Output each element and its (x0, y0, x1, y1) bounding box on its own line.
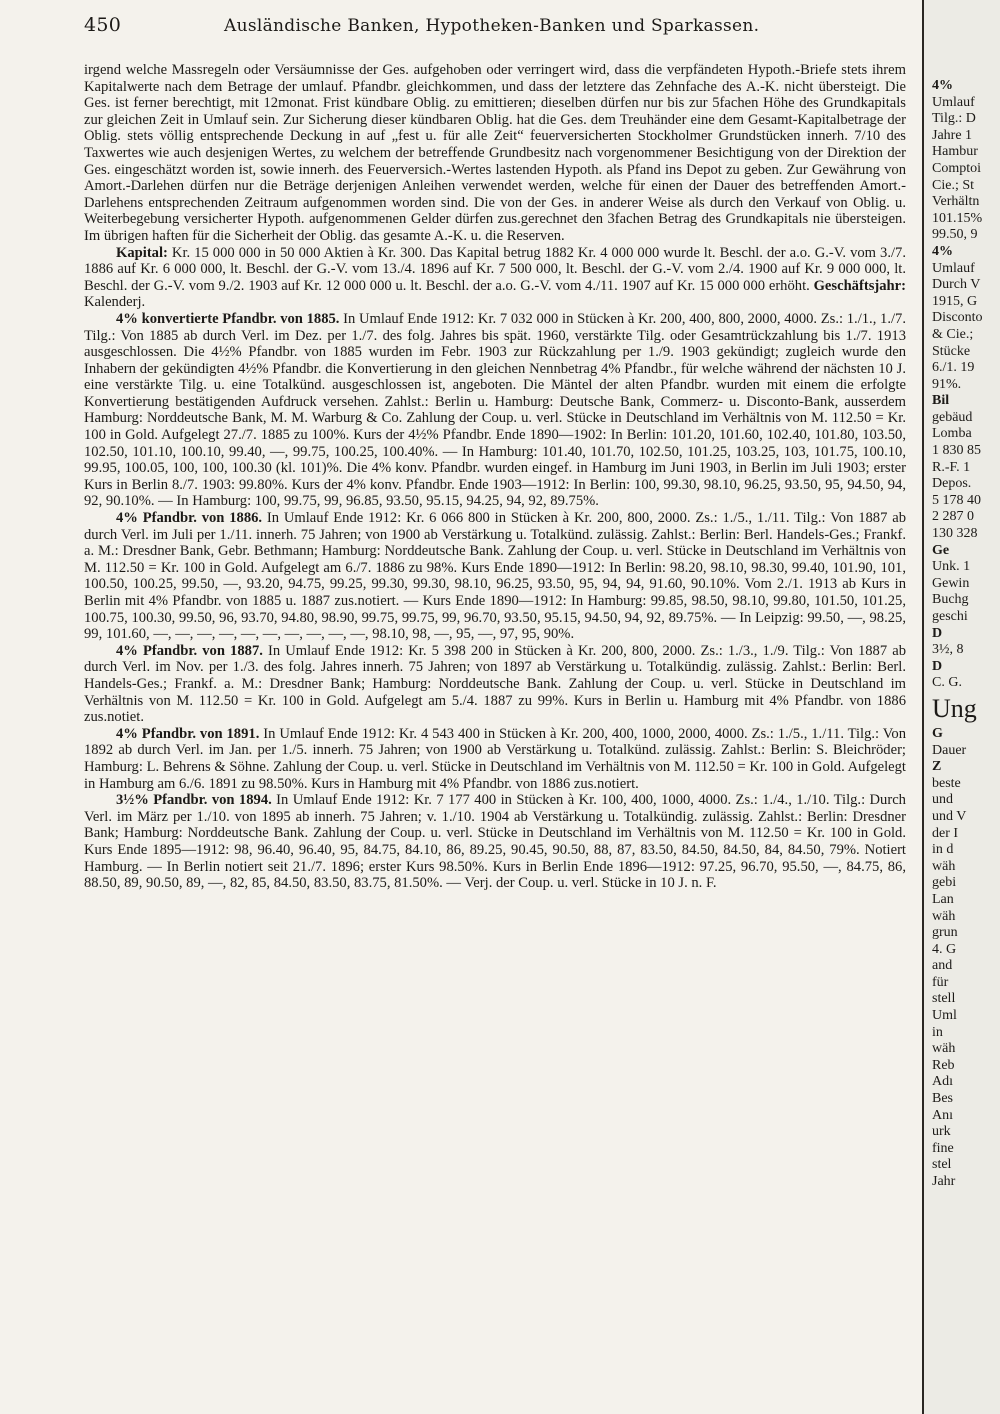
bold-heading: Geschäftsjahr: (813, 277, 906, 294)
fragment-line: gebi (932, 875, 957, 891)
fragment-line: and (932, 958, 953, 974)
fragment-line: Bil (932, 393, 950, 409)
fragment-line: 101.15% (932, 210, 983, 226)
paragraph-text: In Umlauf Ende 1912: Kr. 6 066 800 in Stücken à Kr. 200, 800, 2000. Zs.: 1./5., 1./11. Tilg.: Von 1887 ab durch Verl. im Juli per 1./11. innerh. 75 Jahren; von 1900 ab Verstärkung u. Totalkünd. zulässig. Zahlst.: Berlin: Berl. Handels-Ges.; Frankf. a. M.: Dresdner Bank, Gebr. Bethmann; Hamburg: Norddeutsche Bank. Zahlung der Coup. u. verl. Stücke in Deutschland im Verhältnis von M. 112.50 = Kr. 100 in Gold. Aufgelegt am 6./7. 1886 zu 98%. Kurs Ende 1890—1912: In Berlin: 98.20, 98.10, 98.30, 99.40, 101.90, 101, 100.50, 100.25, 99.50, —, 93.20, 94.75, 99.25, 99.30, 99.30, 98.10, 96.25, 93.50, 95, 94, 94, 91.60, 90.10%. Vom 2./1. 1913 ab Kurs in Berlin mit 4% Pfandbr. von 1885 u. 1887 zus.notiert. — Kurs Ende 1890—1912: In Hamburg: 99.85, 98.50, 98.10, 99.80, 101.50, 101.25, 100.75, 100.30, 99.50, 96, 93.70, 94.80, 98.90, 99.75, 99.75, 99, 96.70, 93.50, 95.15, 94.50, 94, 92, 89.75%. — In Leipzig: 99.50, —, 98.25, 99, 101.60, —, —, —, —, —, —, —, —, —, —, 98.10, 98, —, 95, —, 97, 95, 90%. (84, 510, 906, 643)
adjacent-page-column (922, 0, 1000, 1414)
running-title: Ausländische Banken, Hypotheken-Banken und Sparkassen. (224, 16, 760, 36)
fragment-line: grun (932, 925, 958, 941)
fragment-line: stell (932, 991, 956, 1007)
fragment-line: Umlauf (932, 260, 975, 276)
fragment-line: wäh (932, 1041, 956, 1057)
paragraph-text: In Umlauf Ende 1912: Kr. 4 543 400 in Stücken à Kr. 200, 400, 1000, 2000, 4000. Zs.: 1./5., 1./11. Tilg.: Von 1892 ab durch Verl. im Jan. per 1./5. innerh. 75 Jahren; von 1900 ab Verstärkung u. Totalkünd. zulässig. Zahlst.: Berlin: S. Bleichröder; Hamburg: L. Behrens & Söhne. Zahlung der Coup. u. verl. Stücke in Deutschland im Verhältnis von M. 112.50 = Kr. 100 in Gold. Aufgelegt in Hamburg am 6./6. 1891 zu 98.50%. Kurs in Hamburg mit 4% Pfandbr. von 1886 zus.notiert. (84, 725, 907, 792)
fragment-line: Disconto (932, 310, 983, 326)
fragment-line: Durch V (932, 277, 981, 293)
bold-heading: 4% Pfandbr. von 1887. (116, 642, 263, 659)
page-number: 450 (84, 14, 122, 36)
fragment-line: 2 287 0 (932, 509, 974, 525)
fragment-line: 1 830 85 (932, 443, 981, 459)
fragment-line: wäh (932, 858, 956, 874)
paragraph-text: Kalenderj. (84, 294, 146, 311)
fragment-line: Dauer (932, 742, 967, 758)
adjacent-page-text (932, 78, 1000, 1191)
paragraph-text: Kr. 15 000 000 in 50 000 Aktien à Kr. 300. Das Kapital betrug 1882 Kr. 4 000 000 wurde lt. Beschl. der a.o. G.-V. vom 3./7. 1886 auf Kr. 6 000 000, lt. Beschl. der G.-V. vom 13./4. 1896 auf Kr. 7 500 000, lt. Beschl. der G.-V. vom 2./4. 1900 auf Kr. 9 000 000, lt. Beschl. der G.-V. vom 9./2. 1903 auf Kr. 12 000 000 u. lt. Beschl. der a.o. G.-V. vom 4./11. 1907 auf Kr. 15 000 000 erhöht. (84, 244, 906, 294)
bold-heading: 4% konvertierte Pfandbr. von 1885. (116, 310, 340, 327)
fragment-line: beste (932, 775, 961, 791)
fragment-line: Adı (932, 1074, 953, 1090)
fragment-line: Umlauf (932, 94, 975, 110)
paragraph-text: In Umlauf Ende 1912: Kr. 7 032 000 in Stücken à Kr. 200, 400, 800, 2000, 4000. Zs.: 1./1., 1./7. Tilg.: Von 1885 ab durch Verl. im Dez. per 1./7. des folg. Jahres bis spät. 1960, verstärkte Tilg. oder Gesamtrückzahlung bis 1./7. 1913 ausgeschlossen. Die 4½% Pfandbr. von 1885 wurden im Febr. 1903 zur Rückzahlung per 1./9. 1903 gekündigt; zugleich wurde den Inhabern der gekündigten 4½% Pfandbr. die Konvertierung in den gleichen Nennbetrag 4% Pfandbr., für welche während der nächsten 10 J. eine verstärkte Tilg. u. eine Totalkünd. ausgeschlossen ist, angeboten. Die Mäntel der alten Pfandbr. wurden mit einem die erfolgte Konvertierung bestätigenden Aufdruck versehen. Zahlst.: Berlin u. Hamburg: Deutsche Bank, Commerz- u. Disconto-Bank, ausserdem Hamburg: Norddeutsche Bank, M. M. Warburg & Co. Zahlung der Coup. u. verl. Stücke in Deutschland im Verhältnis von M. 112.50 = Kr. 100 in Gold. Aufgelegt 27./7. 1885 zu 100%. Kurs der 4½% Pfandbr. Ende 1890—1902: In Berlin: 101.20, 101.60, 102.40, 101.80, 103.50, 102.50, 101.10, 100.10, 99.40, —, 99.75, 100.25, 100.40%. — In Hamburg: 101.40, 101.70, 102.50, 101.25, 103.25, 103, 101.75, 100.10, 99.95, 100.05, 100, 100, 100.30 (kl. 101)%. Die 4% konv. Pfandbr. wurden eingef. in Hamburg im Juni 1903, in Berlin im Juli 1903; erster Kurs in Berlin 8./7. 1903: 99.80%. Kurs der 4% konv. Pfandbr. Ende 1903—1912: In Berlin: 100, 99.30, 98.10, 96.25, 93.50, 95, 94.50, 94, 92, 90.10%. — In Hamburg: 100, 99.75, 99, 96.85, 93.50, 95.15, 94.25, 94, 92, 89.75%. (84, 310, 906, 510)
paragraph (84, 311, 906, 510)
bold-heading: 4% Pfandbr. von 1886. (116, 510, 263, 527)
fragment-line: G (932, 725, 943, 741)
fragment-line: Lomba (932, 426, 972, 442)
fragment-line: Comptoi (932, 160, 982, 176)
fragment-line: 130 328 (932, 526, 978, 542)
paragraph (84, 245, 906, 311)
fragment-line: wäh (932, 908, 956, 924)
fragment-line: Lan (932, 891, 954, 907)
fragment-line: 1915, G (932, 293, 978, 309)
fragment-line: Bes (932, 1091, 953, 1107)
fragment-line: 6./1. 19 (932, 360, 975, 376)
fragment-line: 4% (932, 243, 953, 259)
fragment-line: C. G. (932, 675, 962, 691)
fragment-line: Tilg.: D (932, 111, 976, 127)
fragment-line: Z (932, 759, 942, 775)
fragment-line: Anı (932, 1107, 953, 1123)
fragment-line: für (932, 974, 949, 990)
fragment-line: 4% (932, 78, 953, 93)
fragment-line: Jahr (932, 1174, 956, 1189)
paragraph (84, 643, 906, 726)
fragment-line: Depos. (932, 476, 972, 492)
fragment-line: stel (932, 1157, 952, 1173)
fragment-line: D (932, 625, 943, 641)
main-column (84, 62, 906, 892)
page-header (84, 14, 904, 44)
fragment-line: Ung (932, 693, 977, 723)
fragment-line: urk (932, 1124, 951, 1140)
fragment-line: fine (932, 1140, 954, 1156)
fragment-line: gebäud (932, 409, 973, 425)
fragment-line: Buchg (932, 592, 969, 608)
fragment-line: Verhältn (932, 194, 980, 210)
fragment-line: Jahre 1 (932, 127, 973, 143)
paragraph (84, 792, 906, 892)
bold-heading: 4% Pfandbr. von 1891. (116, 725, 260, 742)
fragment-line: Stücke (932, 343, 971, 359)
paragraph (84, 510, 906, 643)
bold-heading: Kapital: (116, 244, 168, 261)
fragment-line: 99.50, 9 (932, 227, 978, 243)
fragment-line: und (932, 792, 953, 808)
fragment-line: Unk. 1 (932, 559, 971, 575)
paragraph (84, 726, 906, 792)
fragment-line: R.-F. 1 (932, 459, 971, 475)
fragment-line: 3½, 8 (932, 642, 964, 658)
fragment-line: in (932, 1024, 943, 1040)
fragment-line: Ge (932, 542, 950, 558)
fragment-line: und V (932, 808, 967, 824)
fragment-line: Hambur (932, 144, 978, 160)
paragraph-text: In Umlauf Ende 1912: Kr. 7 177 400 in Stücken à Kr. 100, 400, 1000, 4000. Zs.: 1./4., 1./10. Tilg.: Durch Verl. im März per 1./10. von 1895 ab innerh. 75 Jahren; v. 1./10. 1904 ab Verstärkung u. Totalkündig. zulässig. Zahlst.: Berlin: Dresdner Bank; Hamburg: Norddeutsche Bank. Zahlung der Coup. u. verl. Stücke in Deutschland im Verhältnis von M. 112.50 = Kr. 100 in Gold. Kurs Ende 1895—1912: 98, 96.40, 96.40, 95, 84.75, 84.10, 86, 89.25, 90.45, 90.50, 88, 87, 83.50, 84.50, 84.50, 84, 84.50, 79%. Notiert Hamburg. — In Berlin notiert seit 21./7. 1896; erster Kurs 98.50%. Kurs in Berlin Ende 1896—1912: 97.25, 96.70, 95.50, —, 84.75, 86, 88.50, 89, 90.50, 89, —, 82, 85, 84.50, 83.50, 83.75, 81.50%. — Verj. der Coup. u. verl. Stücke in 10 J. n. F. (84, 792, 906, 892)
bold-heading: 3½% Pfandbr. von 1894. (116, 792, 272, 809)
fragment-line: Reb (932, 1057, 955, 1073)
fragment-line: & Cie.; (932, 326, 974, 342)
fragment-line: 91%. (932, 376, 962, 392)
fragment-line: der I (932, 825, 959, 841)
fragment-line: geschi (932, 609, 968, 624)
fragment-line: Cie.; St (932, 177, 975, 193)
paragraph-text: irgend welche Massregeln oder Versäumnisse der Ges. aufgehoben oder verringert wird, dass die verpfändeten Hypoth.-Briefe stets ihrem Kapitalwerte nach dem Betrage der umlauf. Pfandbr. gleichkommen, und dass der letztere das Zehnfache des A.-K. nicht übersteigt. Die Ges. ist ferner berechtigt, mit 12monat. Frist kündbare Oblig. zu emittieren; dieselben dürfen nur bis zur 5fachen Höhe des Grundkapitals zur gleichen Zeit in Umlauf sein. Zur Sicherung dieser kündbaren Oblig. hat die Ges. dem Treuhänder eine dem Gesamt-Kapitalbetrage der Oblig. stets völlig entsprechende Deckung in auf „fest u. für alle Zeit“ feuerversicherten Stockholmer Grundstücken innerh. 7/10 des Taxwertes wie auch desjenigen Wertes, zu welchem der betreffende Grundbesitz nach vorgenommener Besichtigung von der Direktion der Ges. eingeschätzt worden ist, sowie innerh. des Feuerversich.-Wertes lastenden Hypoth. als Pfand ins Depot zu geben. Zur Gewährung von Amort.-Darlehen dürfen nur die Beträge derjenigen Anleihen verwendet werden, welche für einen der Dauer des betreffenden Amort.-Darlehens entsprechenden Zeitraum aufgenommen worden sind. Die von der Ges. in anderer Weise als durch den Verkauf von Oblig. u. Weiterbegebung versicherter Hypoth. aufgenommenen Gelder dürfen zus.gerechnet den 3fachen Betrag des Grundkapitals nie übersteigen. Im übrigen haften für die Sicherheit der Oblig. das gesamte A.-K. u. die Reserven. (84, 62, 906, 244)
fragment-line: Uml (932, 1008, 957, 1024)
paragraph (84, 62, 906, 245)
paragraph-text: In Umlauf Ende 1912: Kr. 5 398 200 in Stücken à Kr. 200, 800, 2000. Zs.: 1./3., 1./9. Tilg.: Von 1887 ab durch Verl. im Nov. per 1./3. des folg. Jahres innerh. 75 Jahren; von 1897 ab Verstärkung u. Totalkündig. zulässig. Zahlst.: Berlin: Berl. Handels-Ges.; Frankf. a. M.: Dresdner Bank; Hamburg: Norddeutsche Bank. Zahlung der Coup. u. verl. Stücke in Deutschland im Verhältnis von M. 112.50 = Kr. 100 in Gold. Aufgelegt am 5./4. 1887 zu 99%. Kurs in Berlin u. Hamburg mit 4% Pfandbr. von 1886 zus.notiet. (84, 642, 906, 726)
fragment-line: D (932, 658, 943, 674)
fragment-line: Gewin (932, 575, 970, 591)
fragment-line: 5 178 40 (932, 492, 981, 508)
fragment-line: in d (932, 842, 954, 858)
fragment-line: 4. G (932, 941, 957, 957)
